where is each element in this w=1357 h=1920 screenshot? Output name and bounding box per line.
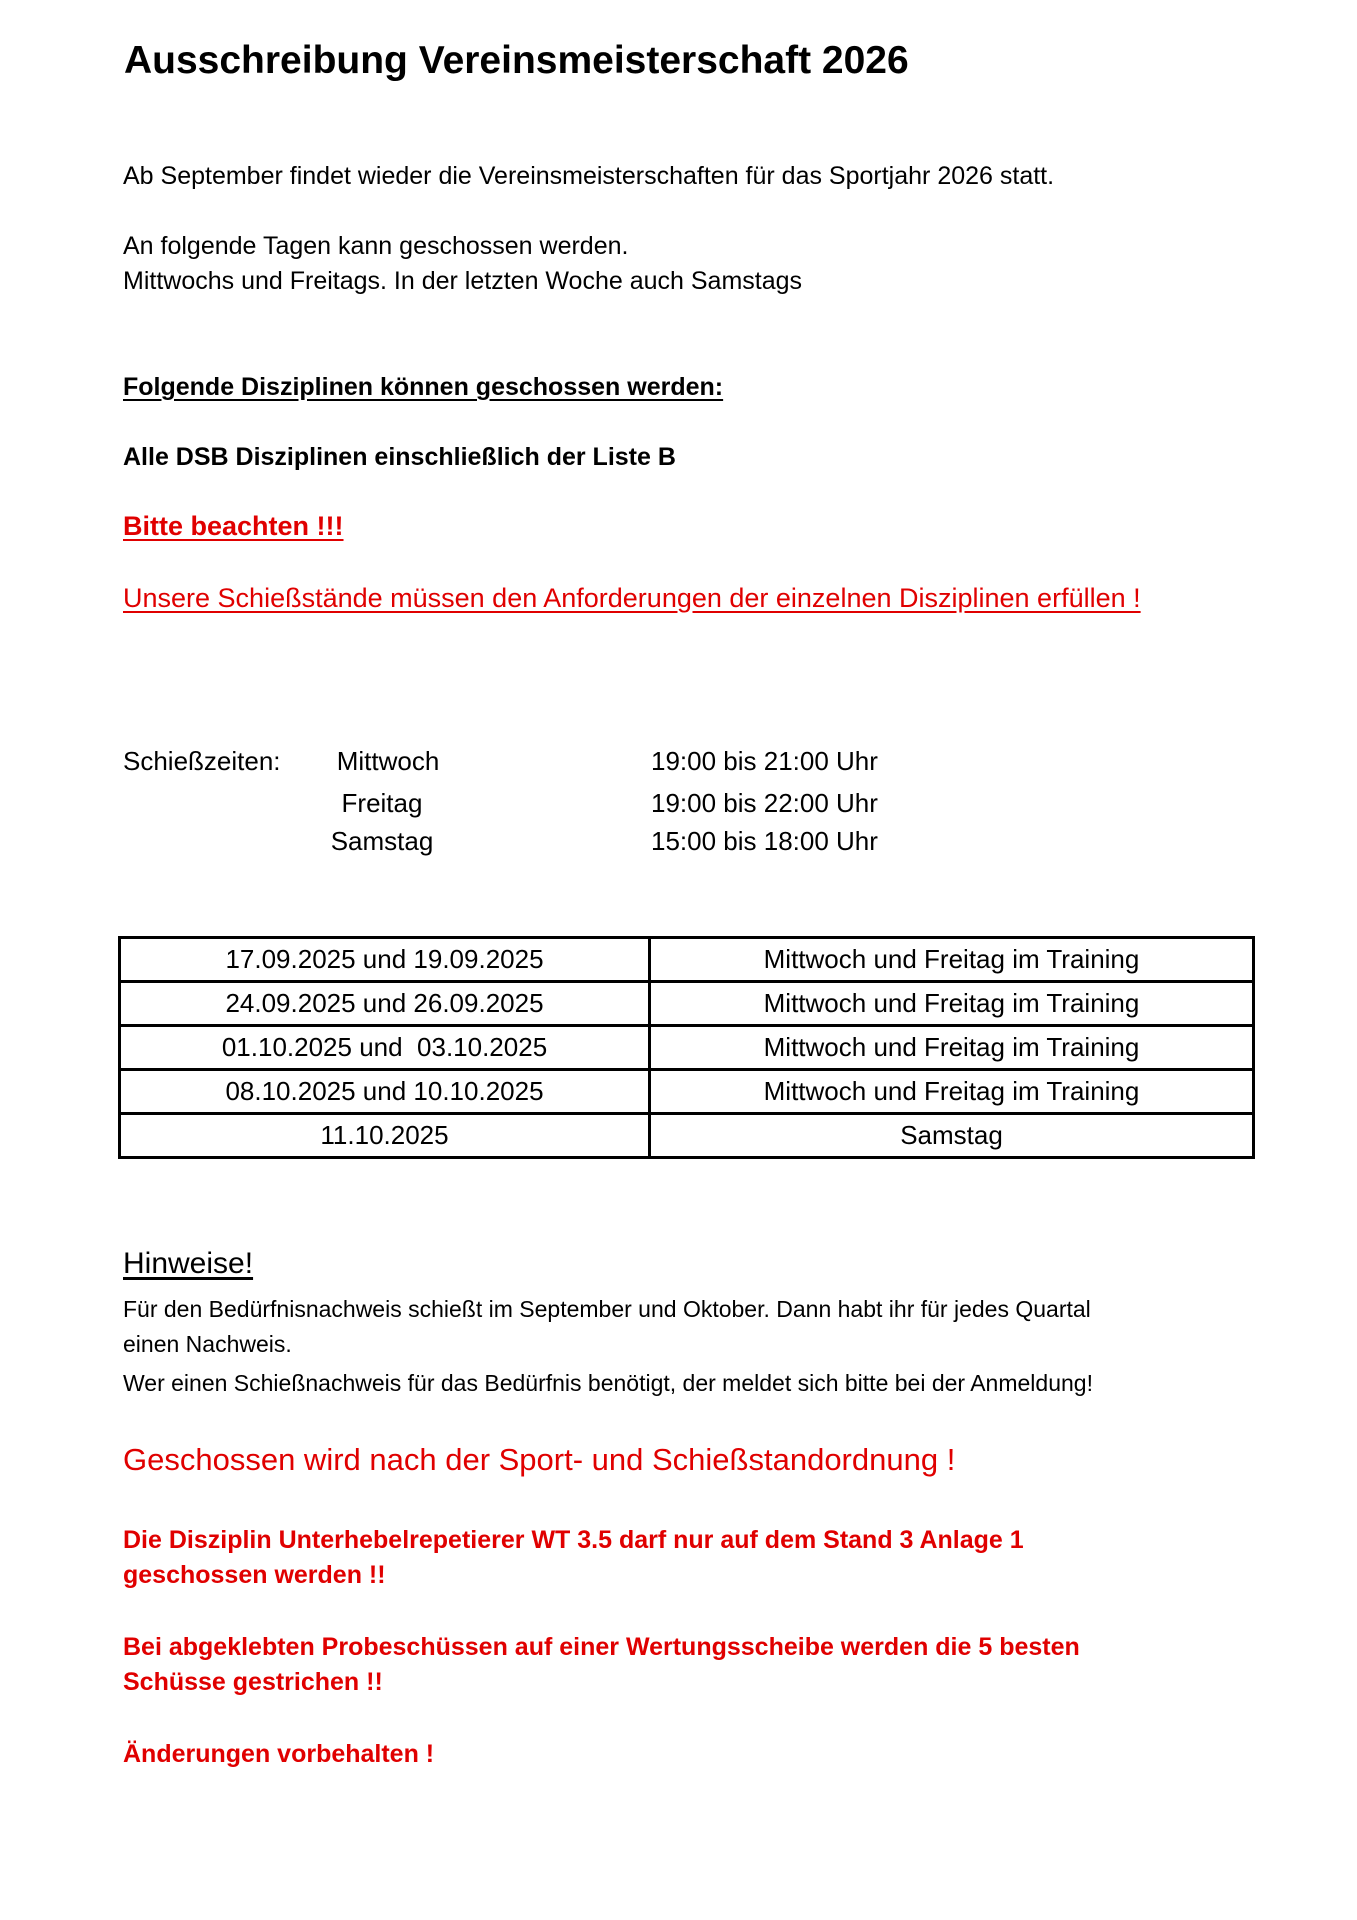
hints-line-1: Für den Bedürfnisnachweis schießt im September und Oktober. Dann habt ihr für jedes Quartal: [123, 1296, 1091, 1322]
schedule-dates-cell: 08.10.2025 und 10.10.2025: [120, 1070, 650, 1114]
shooting-day-saturday: Samstag: [330, 826, 434, 856]
schedule-note-cell: Samstag: [650, 1114, 1254, 1158]
taped-shots-notice-line-2: Schüsse gestrichen !!: [123, 1668, 383, 1696]
table-row: [120, 1114, 1254, 1158]
disciplines-heading: Folgende Disziplinen können geschossen werden:: [123, 373, 724, 401]
hints-heading: Hinweise!: [123, 1247, 254, 1280]
hints-line-3: Wer einen Schießnachweis für das Bedürfnis benötigt, der meldet sich bitte bei der Anmeldung!: [123, 1370, 1093, 1396]
shooting-time-wednesday: 19:00 bis 21:00 Uhr: [651, 746, 878, 776]
schedule-note-cell: Mittwoch und Freitag im Training: [650, 1070, 1254, 1114]
shooting-day-friday: Freitag: [341, 788, 423, 818]
schedule-dates-cell: 24.09.2025 und 26.09.2025: [120, 982, 650, 1026]
table-row: [120, 938, 1254, 982]
schedule-dates-cell: 17.09.2025 und 19.09.2025: [120, 938, 650, 982]
notice-text: Unsere Schießstände müssen den Anforderungen der einzelnen Disziplinen erfüllen !: [123, 583, 1141, 613]
page-title: Ausschreibung Vereinsmeisterschaft 2026: [124, 39, 909, 82]
days-text-line-1: An folgende Tagen kann geschossen werden.: [123, 232, 629, 260]
schedule-dates-cell: 11.10.2025: [120, 1114, 650, 1158]
table-row: [120, 1026, 1254, 1070]
schedule-note-cell: Mittwoch und Freitag im Training: [650, 938, 1254, 982]
intro-text: Ab September findet wieder die Vereinsmeisterschaften für das Sportjahr 2026 statt.: [123, 162, 1055, 190]
table-row: [120, 1070, 1254, 1114]
hints-line-2: einen Nachweis.: [123, 1331, 292, 1357]
disciplines-text: Alle DSB Disziplinen einschließlich der Liste B: [123, 443, 676, 471]
shooting-times-label: Schießzeiten:: [123, 746, 281, 776]
schedule-note-cell: Mittwoch und Freitag im Training: [650, 982, 1254, 1026]
rules-notice: Geschossen wird nach der Sport- und Schießstandordnung !: [123, 1442, 956, 1477]
notice-heading: Bitte beachten !!!: [123, 511, 344, 541]
schedule-table: [118, 936, 1255, 1159]
lever-action-notice-line-1: Die Disziplin Unterhebelrepetierer WT 3.5 darf nur auf dem Stand 3 Anlage 1: [123, 1526, 1024, 1554]
changes-notice: Änderungen vorbehalten !: [123, 1740, 435, 1768]
schedule-note-cell: Mittwoch und Freitag im Training: [650, 1026, 1254, 1070]
days-text-line-2: Mittwochs und Freitags. In der letzten Woche auch Samstags: [123, 267, 803, 295]
schedule-dates-cell: 01.10.2025 und 03.10.2025: [120, 1026, 650, 1070]
shooting-day-wednesday: Mittwoch: [336, 746, 440, 776]
shooting-time-friday: 19:00 bis 22:00 Uhr: [651, 788, 878, 818]
lever-action-notice-line-2: geschossen werden !!: [123, 1561, 386, 1589]
table-row: [120, 982, 1254, 1026]
shooting-time-saturday: 15:00 bis 18:00 Uhr: [651, 826, 878, 856]
taped-shots-notice-line-1: Bei abgeklebten Probeschüssen auf einer Wertungsscheibe werden die 5 besten: [123, 1633, 1080, 1661]
